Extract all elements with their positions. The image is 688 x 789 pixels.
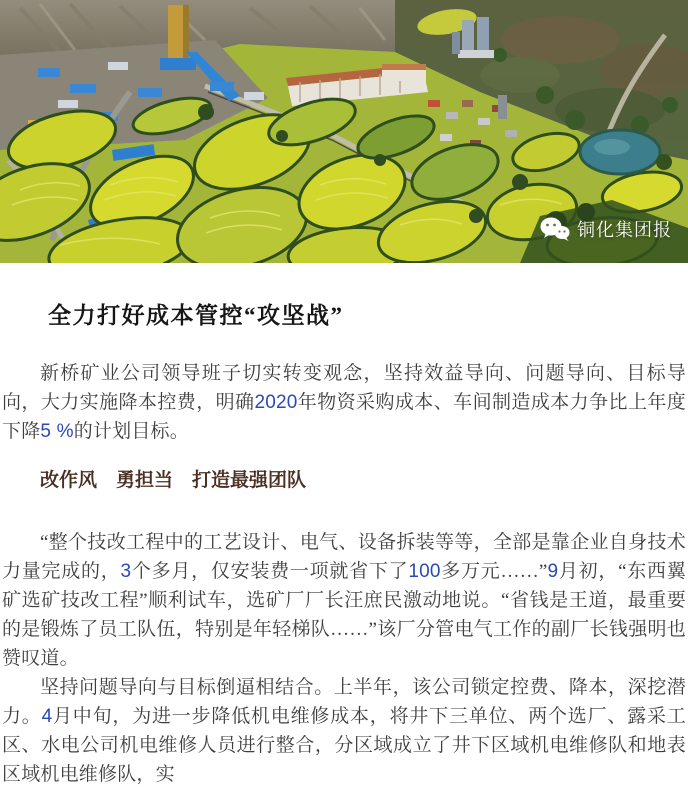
body-text: “整个技改工程中的工艺设计、电气、设备拆装等等，全部是靠企业自身技术力量完成的， <box>2 532 686 582</box>
body-text: 年物资采购成本、车间制造成本力争比上年度下降 <box>2 392 686 442</box>
number-text: 5 % <box>40 421 74 442</box>
paragraph-3 <box>2 673 686 789</box>
body-text: 月中旬，为进一步降低机电维修成本，将井下三单位、两个选厂、露采工区、水电公司机电维修人员进行整合，分区域成立了井下区域机电维修队和地表区域机电维修队，实 <box>2 706 686 785</box>
body-text: 月初，“东西翼矿选矿技改工程”顺利试车，选矿厂厂长汪庶民激动地说。“省钱是王道，最重要的是锻炼了员工队伍，特别是年轻梯队……”该厂分管电气工作的副厂长钱强明也赞叹道。 <box>2 561 687 669</box>
body-text: 多万元……” <box>440 561 548 582</box>
article-title: 全力打好成本管控“攻坚战” <box>48 303 344 328</box>
body-text: 坚持问题导向与目标倒逼相结合。上半年，该公司锁定控费、降本，深挖潜力。 <box>2 677 686 727</box>
hero-photo <box>0 0 688 263</box>
number-text: 2020 <box>254 392 298 413</box>
paragraph-1 <box>2 359 686 446</box>
wechat-icon <box>540 217 570 241</box>
body-text: 新桥矿业公司领导班子切实转变观念，坚持效益导向、问题导向、目标导向，大力实施降本控费，明确 <box>2 363 686 413</box>
number-text: 4 <box>41 706 53 727</box>
paragraph-2 <box>2 528 686 673</box>
body-text: 个多月，仅安装费一项就省下了 <box>131 561 409 582</box>
number-text: 9 <box>547 561 559 582</box>
photo-watermark <box>540 216 672 242</box>
number-text: 100 <box>408 561 441 582</box>
article-body <box>0 299 688 789</box>
article-subheading: 改作风 勇担当 打造最强团队 <box>40 470 307 491</box>
number-text: 3 <box>120 561 132 582</box>
watermark-label: 铜化集团报 <box>577 220 672 240</box>
body-text: 的计划目标。 <box>73 421 189 442</box>
